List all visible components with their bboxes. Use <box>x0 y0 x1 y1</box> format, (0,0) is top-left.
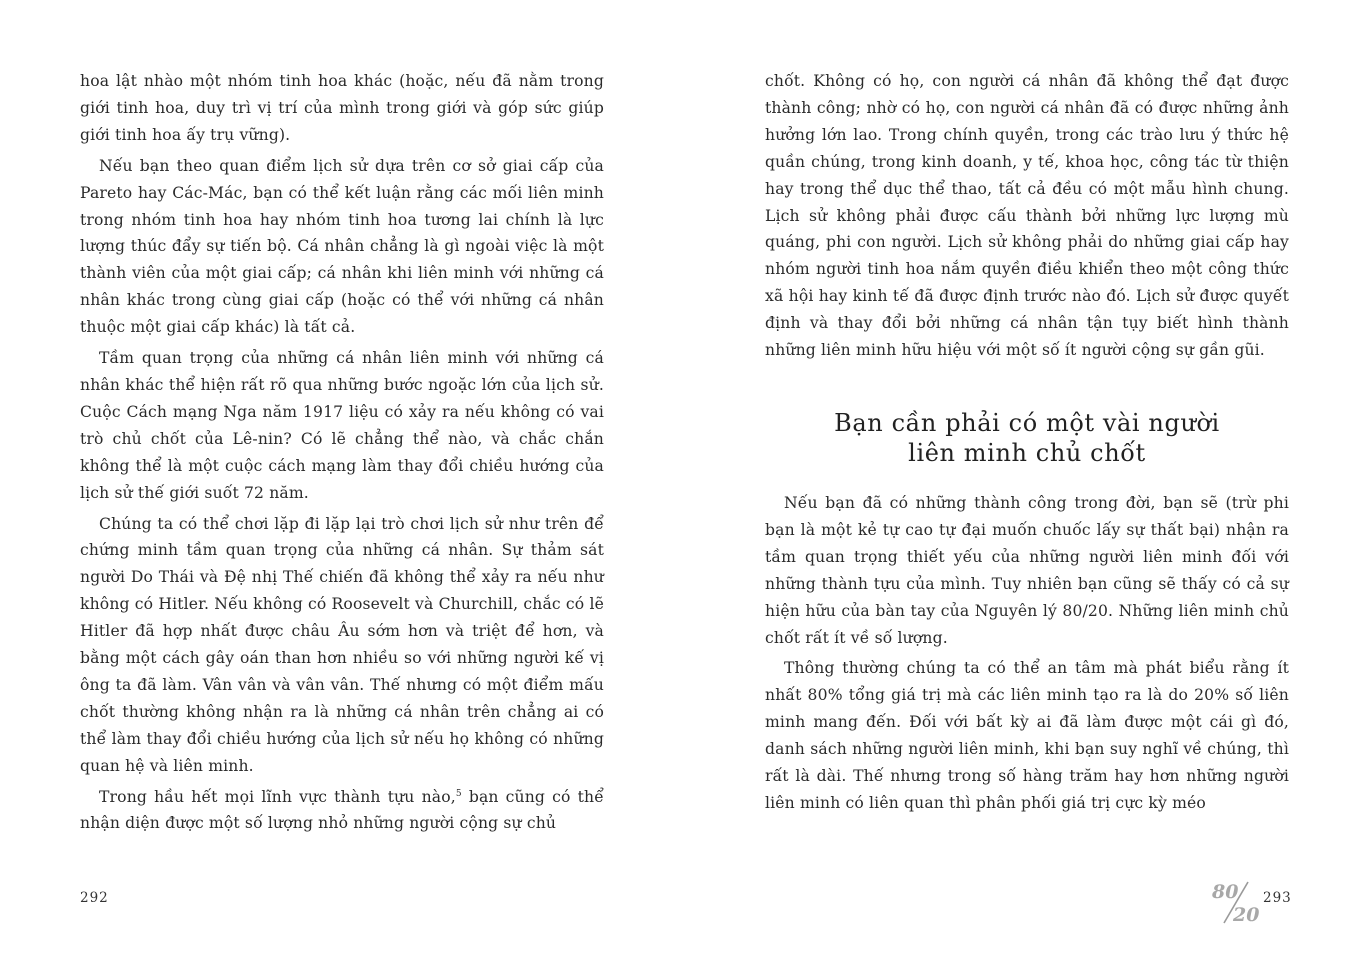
right-page <box>765 68 1289 821</box>
paragraph-last <box>80 784 604 838</box>
paragraph: Chúng ta có thể chơi lặp đi lặp lại trò chơi lịch sử như trên để chứng minh tầm quan trọng của những cá nhân. Sự thảm sát người Do Thái và Đệ nhị Thế chiến đã không thể xảy ra nếu như không có Hitler. Nếu không có Roosevelt và Churchill, chắc có lẽ Hitler đã hợp nhất được châu Âu sớm hơn và triệt để hơn, và bằng một cách gây oán than hơn nhiều so với những người kế vị ông ta đã làm. Vân vân và vân vân. Thế nhưng có một điểm mấu chốt thường không nhận ra là những cá nhân trên chẳng ai có thể làm thay đổi chiều hướng của lịch sử nếu họ không có những quan hệ và liên minh. <box>80 514 604 775</box>
page-number-left: 292 <box>80 890 109 906</box>
paragraph: Nếu bạn đã có những thành công trong đời, bạn sẽ (trừ phi bạn là một kẻ tự cao tự đại muốn chuốc lấy sự thất bại) nhận ra tầm quan trọng thiết yếu của những người liên minh đối với những thành tựu của mình. Tuy nhiên bạn cũng sẽ thấy có cả sự hiện hữu của bàn tay của Nguyên lý 80/20. Những liên minh chủ chốt rất ít về số lượng. <box>765 493 1289 647</box>
section-heading-line: liên minh chủ chốt <box>908 438 1146 467</box>
paragraph: Thông thường chúng ta có thể an tâm mà phát biểu rằng ít nhất 80% tổng giá trị mà các liên minh tạo ra là do 20% số liên minh mang đến. Đối với bất kỳ ai đã làm được một cái gì đó, danh sách những người liên minh, khi bạn suy nghĩ về chúng, thì rất là dài. Thế nhưng trong số hàng trăm hay hơn những người liên minh có liên quan thì phân phối giá trị cực kỳ méo <box>765 659 1289 812</box>
paragraph-text: Trong hầu hết mọi lĩnh vực thành tựu nào, <box>99 787 456 806</box>
paragraph: Nếu bạn theo quan điểm lịch sử dựa trên cơ sở giai cấp của Pareto hay Các-Mác, bạn có thể kết luận rằng các mối liên minh trong nhóm tinh hoa hay nhóm tinh hoa tương lai chính là lực lượng thúc đẩy sự tiến bộ. Cá nhân chẳng là gì ngoài việc là một thành viên của một giai cấp; cá nhân khi liên minh với những cá nhân khác trong cùng giai cấp (hoặc có thể với những cá nhân thuộc một giai cấp khác) là tất cả. <box>80 156 604 337</box>
footnote-marker[interactable]: 5 <box>455 788 462 799</box>
paragraph: hoa lật nhào một nhóm tinh hoa khác (hoặc, nếu đã nằm trong giới tinh hoa, duy trì vị trí của mình trong giới và góp sức giúp giới tinh hoa ấy trụ vững). <box>80 72 604 144</box>
80-20-logo <box>1209 878 1265 926</box>
page-number-right: 293 <box>1263 890 1292 906</box>
left-page <box>80 68 604 841</box>
logo-denominator: 20 <box>1233 904 1260 926</box>
paragraph-text: bạn cũng có thể nhận diện được một số lượng nhỏ những người cộng sự chủ <box>80 787 604 833</box>
logo-numerator: 80 <box>1212 881 1239 903</box>
section-heading <box>765 408 1289 468</box>
paragraph: chốt. Không có họ, con người cá nhân đã không thể đạt được thành công; nhờ có họ, con người cá nhân đã có được những ảnh hưởng lớn lao. Trong chính quyền, trong các trào lưu ý thức hệ quần chúng, trong kinh doanh, y tế, khoa học, công tác từ thiện hay trong thể dục thể thao, tất cả đều có một mẫu hình chung. Lịch sử không phải được cấu thành bởi những lực lượng mù quáng, phi con người. Lịch sử không phải do những giai cấp hay nhóm người tinh hoa nắm quyền điều khiển theo một công thức xã hội hay kinh tế đã được định trước nào đó. Lịch sử được quyết định và thay đổi bởi những cá nhân tận tụy biết hình thành những liên minh hữu hiệu với một số ít người cộng sự gần gũi. <box>765 72 1289 360</box>
section-heading-line: Bạn cần phải có một vài người <box>834 408 1220 437</box>
paragraph: Tầm quan trọng của những cá nhân liên minh với những cá nhân khác thể hiện rất rõ qua những bước ngoặc lớn của lịch sử. Cuộc Cách mạng Nga năm 1917 liệu có xảy ra nếu không có vai trò chủ chốt của Lê-nin? Có lẽ chẳng thể nào, và chắc chắn không thể là một cuộc cách mạng làm thay đổi chiều hướng của lịch sử thế giới suốt 72 năm. <box>80 349 604 502</box>
